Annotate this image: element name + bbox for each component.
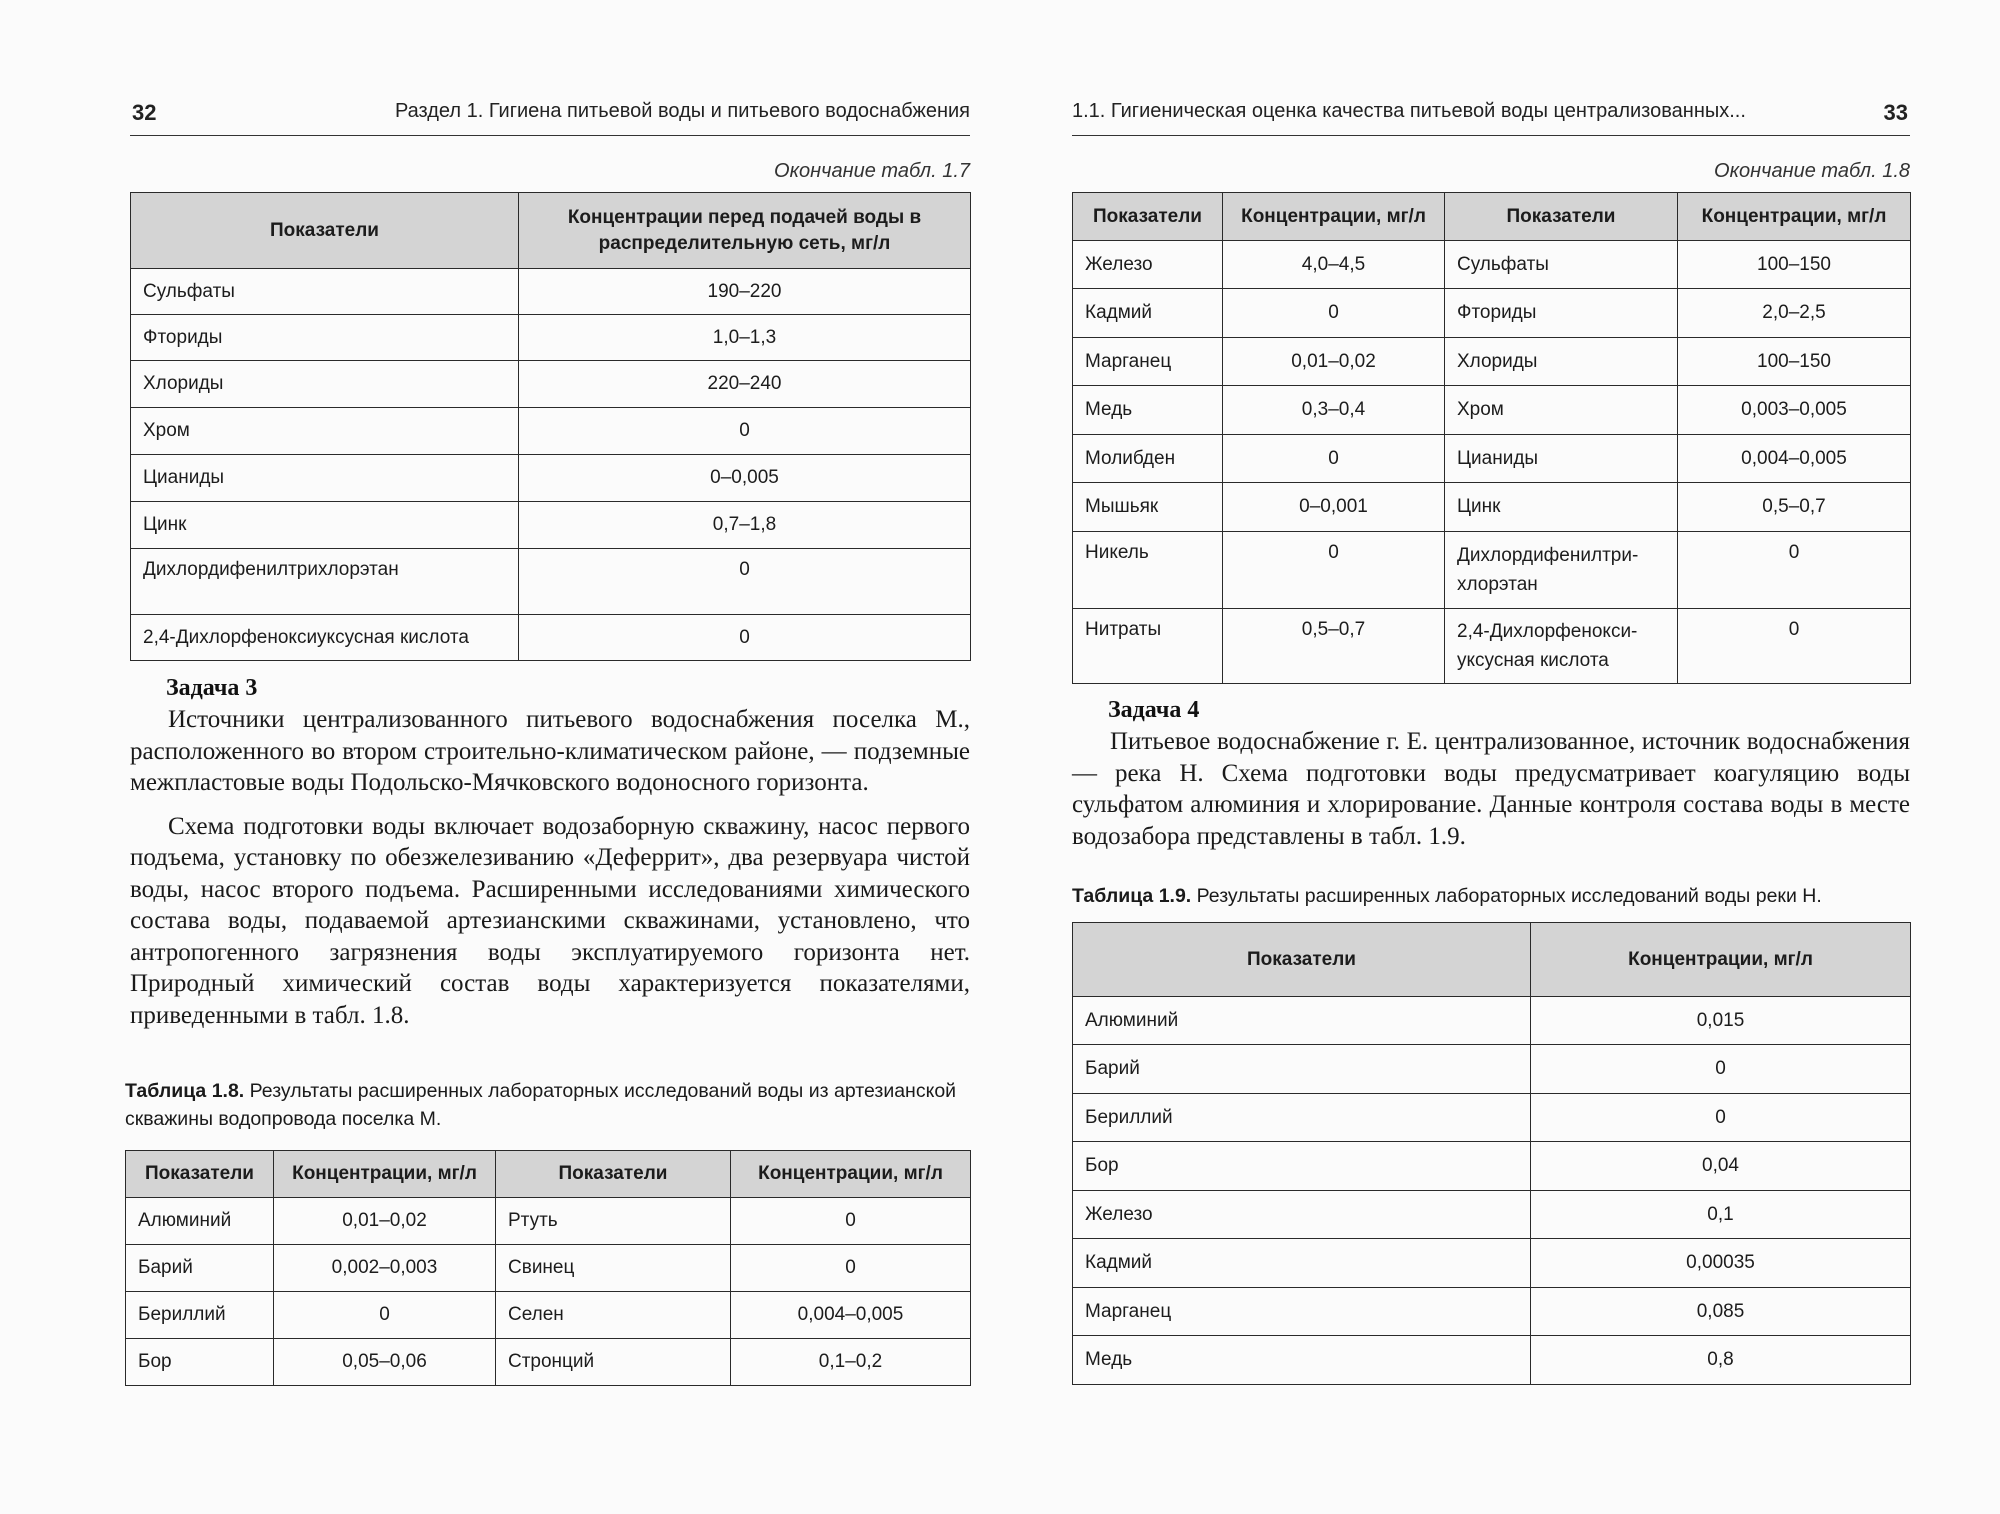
table-cell: Бор xyxy=(126,1339,274,1386)
page-number: 33 xyxy=(1883,100,1908,125)
table-cell: Фториды xyxy=(131,315,519,361)
table-header: Концентрации перед подачей воды в распределительную сеть, мг/л xyxy=(519,193,971,269)
table-header: Концентрации, мг/л xyxy=(1223,193,1445,241)
table-cell: Бор xyxy=(1073,1142,1531,1191)
table-cell: Хром xyxy=(131,408,519,455)
table-row xyxy=(126,1339,971,1386)
table-header: Показатели xyxy=(496,1151,731,1198)
table-cell: 0,01–0,02 xyxy=(1223,338,1445,386)
table-row xyxy=(126,1245,971,1292)
table-cell: Ртуть xyxy=(496,1198,731,1245)
table-row xyxy=(1073,289,1911,338)
table-row xyxy=(131,549,971,615)
table-header: Показатели xyxy=(1445,193,1678,241)
table-cell: Медь xyxy=(1073,1336,1531,1385)
table-cell: Кадмий xyxy=(1073,1239,1531,1288)
table-cell: 0,8 xyxy=(1531,1336,1911,1385)
task-3-body xyxy=(130,704,970,1031)
table-continuation-caption: Окончание табл. 1.8 xyxy=(1714,160,1910,182)
right-running-header xyxy=(1072,96,1910,136)
table-cell: 4,0–4,5 xyxy=(1223,241,1445,289)
table-title: Результаты расширенных лабораторных исследований воды из артезианской скважины водопровода поселка М. xyxy=(125,1080,957,1130)
running-title: Раздел 1. Гигиена питьевой воды и питьевого водоснабжения xyxy=(394,100,970,122)
table-cell: Железо xyxy=(1073,1191,1531,1239)
table-cell: Цинк xyxy=(131,502,519,549)
table-row xyxy=(126,1292,971,1339)
table-cell: Дихлордифенилтрихлорэтан xyxy=(131,549,519,615)
table-row xyxy=(131,455,971,502)
table-row xyxy=(1073,1191,1911,1239)
table-cell: 0,5–0,7 xyxy=(1678,483,1911,532)
table-row xyxy=(1073,997,1911,1045)
table-cell: Марганец xyxy=(1073,338,1223,386)
table-row xyxy=(1073,532,1911,609)
table-cell: 0 xyxy=(1678,532,1911,609)
table-row xyxy=(126,1198,971,1245)
table-cell: Стронций xyxy=(496,1339,731,1386)
table-cell: Алюминий xyxy=(1073,997,1531,1045)
table-cell: Свинец xyxy=(496,1245,731,1292)
table-cell: 2,0–2,5 xyxy=(1678,289,1911,338)
table-cell: 0 xyxy=(1223,532,1445,609)
table-cell: Сульфаты xyxy=(1445,241,1678,289)
table-cell: 1,0–1,3 xyxy=(519,315,971,361)
table-header: Показатели xyxy=(131,193,519,269)
table-continuation-caption: Окончание табл. 1.7 xyxy=(774,160,970,182)
table-cell: Цинк xyxy=(1445,483,1678,532)
table-header: Показатели xyxy=(126,1151,274,1198)
table-cell: Бериллий xyxy=(1073,1094,1531,1142)
table-cell: Селен xyxy=(496,1292,731,1339)
table-1-9 xyxy=(1072,922,1911,1385)
table-cell: 0 xyxy=(1223,289,1445,338)
table-row xyxy=(131,615,971,661)
table-cell: 0,5–0,7 xyxy=(1223,609,1445,684)
table-cell: Медь xyxy=(1073,386,1223,435)
table-cell: Бериллий xyxy=(126,1292,274,1339)
table-cell: Алюминий xyxy=(126,1198,274,1245)
table-row xyxy=(1073,1239,1911,1288)
table-cell: Молибден xyxy=(1073,435,1223,483)
table-header: Концентрации, мг/л xyxy=(731,1151,971,1198)
table-cell: 0 xyxy=(274,1292,496,1339)
table-cell: Цианиды xyxy=(1445,435,1678,483)
page-number: 32 xyxy=(132,100,157,125)
table-cell: Хлориды xyxy=(131,361,519,408)
left-running-header xyxy=(130,96,970,136)
table-row xyxy=(1073,338,1911,386)
table-header: Показатели xyxy=(1073,193,1223,241)
table-cell: Хлориды xyxy=(1445,338,1678,386)
task-4-title: Задача 4 xyxy=(1108,697,1200,723)
table-cell: 0,085 xyxy=(1531,1288,1911,1336)
table-cell: 0 xyxy=(519,408,971,455)
table-cell: 0,1–0,2 xyxy=(731,1339,971,1386)
table-cell: 0 xyxy=(519,615,971,661)
table-cell: Нитраты xyxy=(1073,609,1223,684)
table-1-8-caption xyxy=(125,1077,970,1133)
table-cell: 0 xyxy=(519,549,971,615)
table-cell: Кадмий xyxy=(1073,289,1223,338)
table-1-9-caption xyxy=(1072,882,1910,910)
table-cell: 0–0,001 xyxy=(1223,483,1445,532)
table-cell: Барий xyxy=(1073,1045,1531,1094)
table-cell: 0 xyxy=(1531,1094,1911,1142)
table-cell: 0 xyxy=(1531,1045,1911,1094)
table-cell: 220–240 xyxy=(519,361,971,408)
table-cell: 100–150 xyxy=(1678,338,1911,386)
table-header: Концентрации, мг/л xyxy=(274,1151,496,1198)
table-cell: 0,002–0,003 xyxy=(274,1245,496,1292)
table-cell: 0,015 xyxy=(1531,997,1911,1045)
table-cell: 2,4-Дихлорфенокси-уксусная кислота xyxy=(1445,609,1678,684)
table-label: Таблица 1.8. xyxy=(125,1080,245,1102)
table-row xyxy=(1073,1336,1911,1385)
table-cell: 0,004–0,005 xyxy=(731,1292,971,1339)
table-cell: Фториды xyxy=(1445,289,1678,338)
table-row xyxy=(131,502,971,549)
table-header: Концентрации, мг/л xyxy=(1678,193,1911,241)
table-cell: 2,4-Дихлорфеноксиуксусная кислота xyxy=(131,615,519,661)
table-title: Результаты расширенных лабораторных исследований воды реки Н. xyxy=(1196,885,1822,907)
table-cell: 0,3–0,4 xyxy=(1223,386,1445,435)
task-4-body xyxy=(1072,726,1910,852)
table-cell: Мышьяк xyxy=(1073,483,1223,532)
table-cell: Никель xyxy=(1073,532,1223,609)
table-cell: 0,01–0,02 xyxy=(274,1198,496,1245)
table-1-8 xyxy=(125,1150,971,1386)
table-cell: 0,00035 xyxy=(1531,1239,1911,1288)
table-cell: 0,1 xyxy=(1531,1191,1911,1239)
table-header: Показатели xyxy=(1073,923,1531,997)
running-title: 1.1. Гигиеническая оценка качества питьевой воды централизованных... xyxy=(1072,100,1746,122)
table-row xyxy=(1073,1045,1911,1094)
paragraph: Источники централизованного питьевого водоснабжения поселка М., расположенного во втором строительно-климатическом районе, — подземные межпластовые воды Подольско-Мячковского водоносного горизонта. xyxy=(130,706,970,796)
table-cell: 0,04 xyxy=(1531,1142,1911,1191)
table-row xyxy=(131,269,971,315)
table-cell: Дихлордифенилтри-хлорэтан xyxy=(1445,532,1678,609)
table-row xyxy=(1073,386,1911,435)
table-cell: Марганец xyxy=(1073,1288,1531,1336)
table-row xyxy=(131,408,971,455)
table-cell: Сульфаты xyxy=(131,269,519,315)
table-row xyxy=(1073,1094,1911,1142)
table-cell: 0 xyxy=(731,1245,971,1292)
task-3-title: Задача 3 xyxy=(166,675,258,701)
table-row xyxy=(1073,483,1911,532)
table-row xyxy=(1073,1142,1911,1191)
table-cell: 100–150 xyxy=(1678,241,1911,289)
table-row xyxy=(1073,435,1911,483)
table-row xyxy=(131,361,971,408)
table-label: Таблица 1.9. xyxy=(1072,885,1192,907)
table-cell: 190–220 xyxy=(519,269,971,315)
table-cell: 0,004–0,005 xyxy=(1678,435,1911,483)
table-1-7-end xyxy=(130,192,971,661)
table-cell: 0–0,005 xyxy=(519,455,971,502)
table-cell: 0 xyxy=(1223,435,1445,483)
table-cell: Цианиды xyxy=(131,455,519,502)
table-cell: 0 xyxy=(731,1198,971,1245)
table-1-8-end xyxy=(1072,192,1911,684)
table-header: Концентрации, мг/л xyxy=(1531,923,1911,997)
paragraph: Схема подготовки воды включает водозаборную скважину, насос первого подъема, установку по обезжелезиванию «Деферрит», два резервуара чистой воды, насос второго подъема. Расширенными исследованиями химического состава воды, подаваемой артезианскими скважинами, установлено, что антропогенного загрязнения воды эксплуатируемого горизонта нет. Природный химический состав воды характеризуется показателями, приведенными в табл. 1.8. xyxy=(130,812,970,1029)
paragraph: Питьевое водоснабжение г. Е. централизованное, источник водоснабжения — река Н. Схема подготовки воды предусматривает коагуляцию воды сульфатом алюминия и хлорирование. Данные контроля состава воды в месте водозабора представлены в табл. 1.9. xyxy=(1072,728,1910,850)
table-row xyxy=(131,315,971,361)
table-cell: 0 xyxy=(1678,609,1911,684)
table-cell: Железо xyxy=(1073,241,1223,289)
table-cell: 0,7–1,8 xyxy=(519,502,971,549)
table-row xyxy=(1073,1288,1911,1336)
table-cell: Хром xyxy=(1445,386,1678,435)
table-cell: 0,003–0,005 xyxy=(1678,386,1911,435)
table-row xyxy=(1073,609,1911,684)
right-page xyxy=(1000,0,2000,1514)
table-cell: 0,05–0,06 xyxy=(274,1339,496,1386)
table-cell: Барий xyxy=(126,1245,274,1292)
table-row xyxy=(1073,241,1911,289)
